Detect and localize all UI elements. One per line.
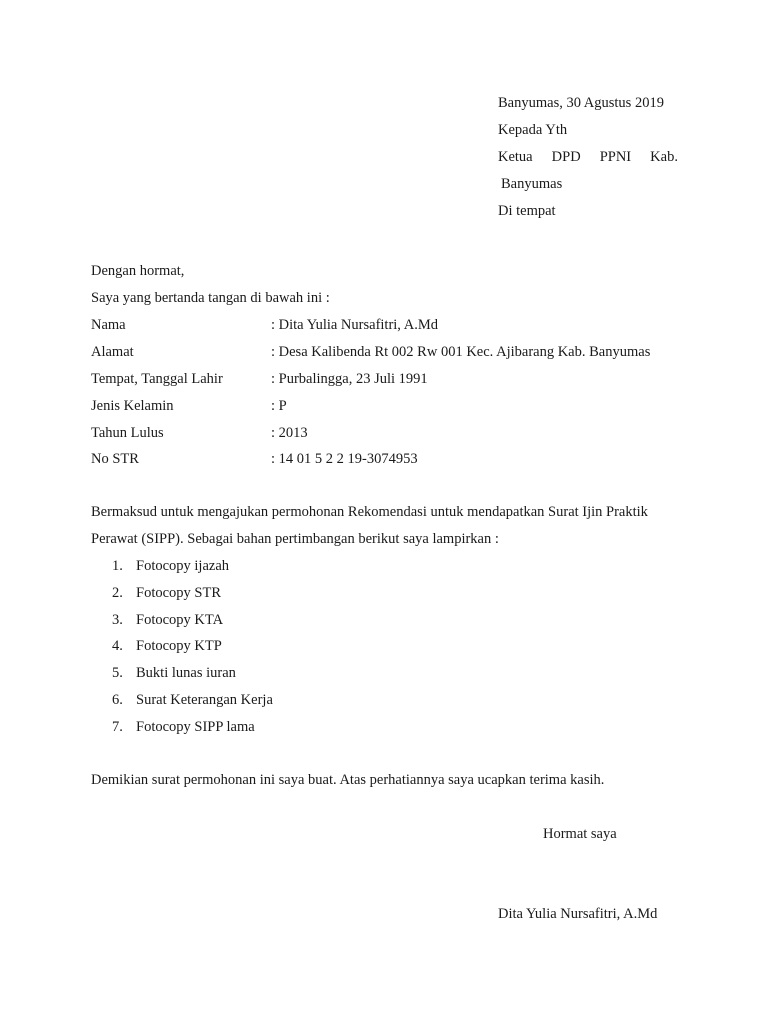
list-item: Fotocopy ijazah [136, 558, 230, 574]
recipient-word: PPNI [599, 149, 632, 165]
field-label: Tahun Lulus [91, 425, 164, 441]
list-item: Surat Keterangan Kerja [136, 692, 273, 708]
list-number: 3. [112, 612, 123, 628]
recipient-word: Kab. [650, 149, 678, 165]
recipient-continuation: Banyumas [501, 176, 563, 192]
recipient-word: DPD [551, 149, 581, 165]
field-label: Nama [91, 317, 126, 333]
field-label: No STR [91, 451, 139, 467]
salutation: Dengan hormat, [91, 263, 185, 279]
signature-greeting: Hormat saya [543, 826, 617, 842]
field-value: : Desa Kalibenda Rt 002 Rw 001 Kec. Ajibarang Kab. Banyumas [271, 344, 651, 360]
field-value: : Dita Yulia Nursafitri, A.Md [271, 317, 438, 333]
field-label: Tempat, Tanggal Lahir [91, 371, 223, 387]
recipient-word: Ketua [498, 149, 533, 165]
location: Di tempat [498, 203, 556, 219]
kepada-yth: Kepada Yth [498, 122, 568, 138]
list-number: 4. [112, 638, 123, 654]
place-date: Banyumas, 30 Agustus 2019 [498, 95, 664, 111]
field-value: : Purbalingga, 23 Juli 1991 [271, 371, 428, 387]
field-label: Jenis Kelamin [91, 398, 174, 414]
closing-text: Demikian surat permohonan ini saya buat. Atas perhatiannya saya ucapkan terima kasih. [91, 772, 605, 788]
recipient-line [498, 148, 678, 166]
list-number: 7. [112, 719, 123, 735]
list-item: Bukti lunas iuran [136, 665, 236, 681]
list-number: 2. [112, 585, 123, 601]
list-item: Fotocopy STR [136, 585, 221, 601]
list-number: 1. [112, 558, 123, 574]
field-value: : 2013 [271, 425, 308, 441]
list-number: 5. [112, 665, 123, 681]
list-number: 6. [112, 692, 123, 708]
list-item: Fotocopy KTA [136, 612, 224, 628]
body-line: Perawat (SIPP). Sebagai bahan pertimbangan berikut saya lampirkan : [91, 531, 499, 547]
body-line: Bermaksud untuk mengajukan permohonan Rekomendasi untuk mendapatkan Surat Ijin Praktik [91, 504, 648, 520]
intro-text: Saya yang bertanda tangan di bawah ini : [91, 290, 330, 306]
list-item: Fotocopy KTP [136, 638, 222, 654]
field-label: Alamat [91, 344, 134, 360]
list-item: Fotocopy SIPP lama [136, 719, 255, 735]
field-value: : P [271, 398, 287, 414]
signature-name: Dita Yulia Nursafitri, A.Md [498, 906, 658, 922]
field-value: : 14 01 5 2 2 19-3074953 [271, 451, 418, 467]
